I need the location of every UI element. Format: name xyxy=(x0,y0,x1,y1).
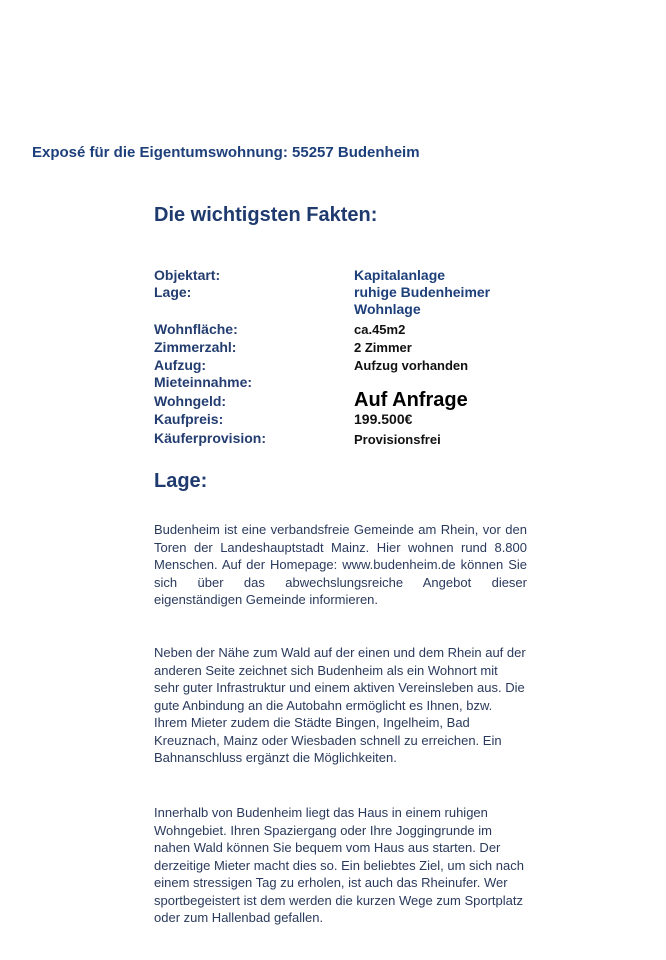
fact-label: Objektart: xyxy=(154,267,221,283)
fact-row-zimmerzahl xyxy=(154,339,514,357)
fact-value: ruhige Budenheimer Wohnlage xyxy=(354,284,491,317)
fact-value: 199.500€ xyxy=(354,411,413,427)
fact-row-mieteinnahme xyxy=(154,374,514,390)
lage-paragraph-2: Neben der Nähe zum Wald auf der einen und dem Rhein auf der anderen Seite zeichnet sich Budenheim als ein Wohnort mit sehr guter Infrastruktur und einem aktiven Vereinsleben aus. Die gute Anbindung an die Autobahn ermöglicht es Ihnen, bzw. Ihrem Mieter zudem die Städte Bingen, Ingelheim, Bad Kreuznach, Mainz oder Wiesbaden schnell zu erreichen. Ein Bahnanschluss ergänzt die Möglichkeiten. xyxy=(154,645,526,765)
fact-row-aufzug xyxy=(154,357,514,374)
fact-row-kaufpreis xyxy=(154,408,514,428)
document-header: Exposé für die Eigentumswohnung: 55257 Budenheim xyxy=(32,144,420,161)
fact-row-lage xyxy=(154,284,514,321)
fact-value: Provisionsfrei xyxy=(354,432,441,447)
fact-value: Aufzug vorhanden xyxy=(354,358,469,373)
fact-label: Kaufpreis: xyxy=(154,411,224,427)
fact-row-objektart xyxy=(154,267,514,284)
fact-label: Aufzug: xyxy=(154,357,207,373)
facts-table xyxy=(154,267,514,446)
fact-value: 2 Zimmer xyxy=(354,340,412,355)
fact-row-kaeuferprovision xyxy=(154,428,514,446)
fact-label: Käuferprovision: xyxy=(154,430,267,446)
lage-paragraph-3: Innerhalb von Budenheim liegt das Haus in einem ruhigen Wohngebiet. Ihren Spaziergang oder Ihre Joggingrunde im nahen Wald können Sie bequem vom Haus aus starten. Der derzeitige Mieter macht dies so. Ein beliebtes Ziel, um sich nach einem stressigen Tag zu erholen, ist auch das Rheinufer. Wer sportbegeistert ist dem werden die kurzen Wege zum Sportplatz oder zum Hallenbad gefallen. xyxy=(154,805,524,925)
fact-row-wohngeld xyxy=(154,389,514,411)
fact-value: Auf Anfrage xyxy=(354,389,468,411)
fact-label: Mieteinnahme: xyxy=(154,374,253,390)
fact-value: ca.45m2 xyxy=(354,322,406,337)
fact-label: Lage: xyxy=(154,284,192,300)
fact-label: Zimmerzahl: xyxy=(154,339,237,355)
fact-row-wohnflaeche xyxy=(154,321,514,339)
facts-heading: Die wichtigsten Fakten: xyxy=(154,204,378,226)
fact-value: Kapitalanlage xyxy=(354,267,446,283)
lage-paragraph-1: Budenheim ist eine verbandsfreie Gemeinde am Rhein, vor den Toren der Landeshauptstadt Mainz. Hier wohnen rund 8.800 Menschen. Auf der Homepage: www.budenheim.de können Sie sich über das abwechslungsreiche Angebot dieser eigenständigen Gemeinde informieren. xyxy=(154,522,527,607)
fact-label: Wohngeld: xyxy=(154,393,227,409)
fact-label: Wohnfläche: xyxy=(154,321,238,337)
lage-heading: Lage: xyxy=(154,470,208,492)
